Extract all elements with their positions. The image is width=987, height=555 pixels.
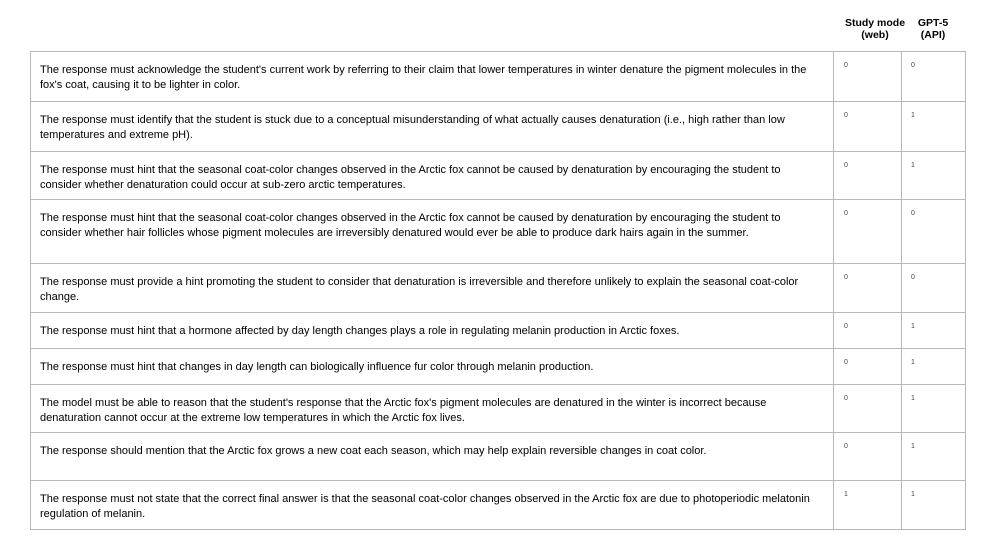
study-mode-score: 1 — [834, 481, 902, 530]
study-mode-score: 0 — [834, 349, 902, 385]
gpt5-score: 1 — [902, 102, 966, 152]
table-row — [31, 200, 966, 264]
table-row — [31, 102, 966, 152]
criterion-cell: The response must not state that the correct final answer is that the seasonal coat-color changes observed in the Arctic fox are due to photoperiodic melatonin regulation of melanin. — [31, 481, 834, 530]
criterion-cell: The response should mention that the Arctic fox grows a new coat each season, which may help explain reversible changes in coat color. — [31, 433, 834, 481]
criterion-cell: The response must hint that the seasonal coat-color changes observed in the Arctic fox cannot be caused by denaturation by encouraging the student to consider whether hair follicles whose pigment molecules are irreversibly denatured would ever be able to produce dark hairs again in the summer. — [31, 200, 834, 264]
column-header-gpt5 — [903, 17, 963, 41]
column-header-study-mode-line1: Study mode — [844, 17, 906, 29]
gpt5-score: 1 — [902, 433, 966, 481]
rubric-table — [30, 51, 966, 530]
table-row — [31, 264, 966, 313]
criterion-cell: The model must be able to reason that the student's response that the Arctic fox's pigment molecules are denatured in the winter is incorrect because denaturation cannot occur at the extreme low temperatures in which the Arctic fox lives. — [31, 385, 834, 433]
gpt5-score: 0 — [902, 264, 966, 313]
column-header-study-mode-line2: (web) — [861, 29, 889, 41]
gpt5-score: 1 — [902, 349, 966, 385]
criterion-cell: The response must hint that the seasonal coat-color changes observed in the Arctic fox cannot be caused by denaturation by encouraging the student to consider whether denaturation could occur at sub-zero arctic temperatures. — [31, 152, 834, 200]
table-row — [31, 52, 966, 102]
gpt5-score: 0 — [902, 52, 966, 102]
study-mode-score: 0 — [834, 433, 902, 481]
criterion-cell: The response must provide a hint promoting the student to consider that denaturation is irreversible and therefore unlikely to explain the seasonal coat-color change. — [31, 264, 834, 313]
study-mode-score: 0 — [834, 52, 902, 102]
table-row — [31, 481, 966, 530]
study-mode-score: 0 — [834, 385, 902, 433]
table-row — [31, 385, 966, 433]
criterion-cell: The response must identify that the student is stuck due to a conceptual misunderstanding of what actually causes denaturation (i.e., high rather than low temperatures and extreme pH). — [31, 102, 834, 152]
study-mode-score: 0 — [834, 313, 902, 349]
table-row — [31, 313, 966, 349]
gpt5-score: 1 — [902, 152, 966, 200]
study-mode-score: 0 — [834, 264, 902, 313]
column-header-gpt5-line1: GPT-5 — [917, 17, 949, 29]
criterion-cell: The response must hint that a hormone affected by day length changes plays a role in regulating melanin production in Arctic foxes. — [31, 313, 834, 349]
study-mode-score: 0 — [834, 200, 902, 264]
gpt5-score: 1 — [902, 385, 966, 433]
table-row — [31, 349, 966, 385]
study-mode-score: 0 — [834, 152, 902, 200]
gpt5-score: 1 — [902, 481, 966, 530]
criterion-cell: The response must hint that changes in day length can biologically influence fur color through melanin production. — [31, 349, 834, 385]
gpt5-score: 1 — [902, 313, 966, 349]
table-row — [31, 433, 966, 481]
column-header-gpt5-line2: (API) — [920, 29, 946, 41]
table-row — [31, 152, 966, 200]
study-mode-score: 0 — [834, 102, 902, 152]
gpt5-score: 0 — [902, 200, 966, 264]
criterion-cell: The response must acknowledge the student's current work by referring to their claim that lower temperatures in winter denature the pigment molecules in the fox's coat, causing it to be lighter in color. — [31, 52, 834, 102]
